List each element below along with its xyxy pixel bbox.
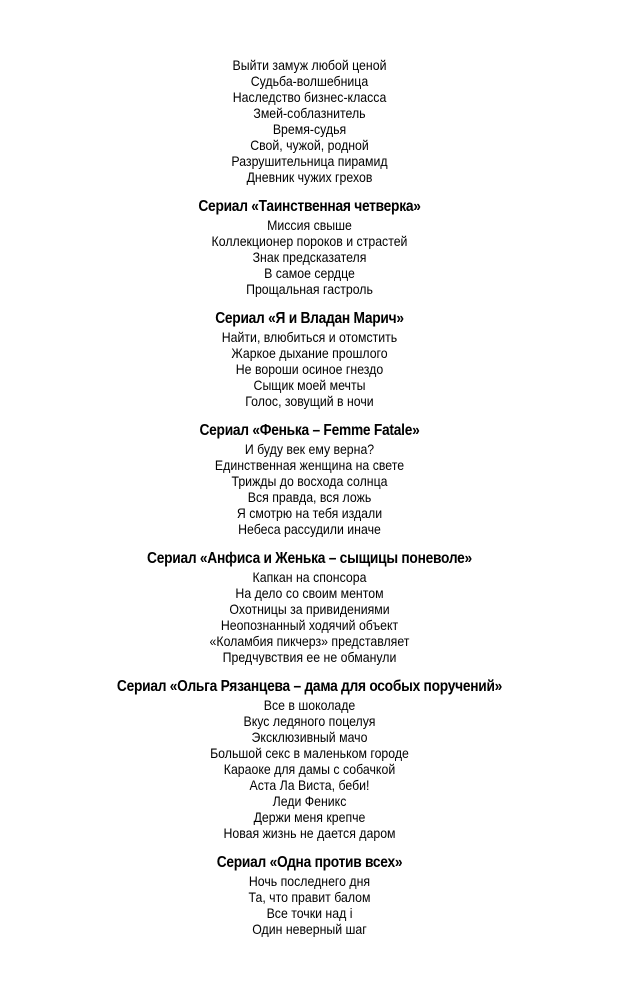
series-heading: Сериал «Фенька – Femme Fatale» bbox=[199, 422, 420, 439]
book-title-list bbox=[0, 329, 619, 409]
book-title-list bbox=[0, 697, 619, 841]
book-title: Эксклюзивный мачо bbox=[251, 729, 368, 745]
book-title: В самое сердце bbox=[264, 265, 355, 281]
book-title: Новая жизнь не дается даром bbox=[223, 825, 396, 841]
book-title: Держи меня крепче bbox=[253, 809, 366, 825]
book-title: Найти, влюбиться и отомстить bbox=[221, 329, 398, 345]
book-title-list bbox=[0, 217, 619, 297]
series-group bbox=[0, 677, 619, 841]
series-heading: Сериал «Я и Владан Марич» bbox=[215, 310, 404, 327]
book-title: Вкус ледяного поцелуя bbox=[243, 713, 376, 729]
series-group bbox=[0, 197, 619, 297]
book-title: И буду век ему верна? bbox=[244, 441, 375, 457]
book-title: Охотницы за привидениями bbox=[229, 601, 390, 617]
book-title: Та, что правит балом bbox=[248, 889, 371, 905]
book-title: Большой секс в маленьком городе bbox=[210, 745, 409, 761]
book-title: Предчувствия ее не обманули bbox=[222, 649, 397, 665]
book-title: Неопознанный ходячий объект bbox=[220, 617, 399, 633]
book-title: Время-судья bbox=[272, 121, 347, 137]
series-heading: Сериал «Ольга Рязанцева – дама для особых поручений» bbox=[116, 678, 503, 695]
series-group bbox=[0, 549, 619, 665]
book-title: Разрушительница пирамид bbox=[231, 153, 388, 169]
book-title: Выйти замуж любой ценой bbox=[232, 57, 387, 73]
book-title: Миссия свыше bbox=[267, 217, 352, 233]
book-title: Караоке для дамы с собачкой bbox=[223, 761, 396, 777]
book-title: Все в шоколаде bbox=[263, 697, 356, 713]
series-list bbox=[0, 57, 619, 937]
book-title: Один неверный шаг bbox=[252, 921, 367, 937]
series-heading: Сериал «Анфиса и Женька – сыщицы поневоле» bbox=[147, 550, 472, 567]
book-title: Коллекционер пороков и страстей bbox=[211, 233, 408, 249]
book-title-list bbox=[0, 569, 619, 665]
series-group bbox=[0, 57, 619, 185]
book-title: Жаркое дыхание прошлого bbox=[231, 345, 388, 361]
book-title-list bbox=[0, 441, 619, 537]
series-group bbox=[0, 421, 619, 537]
book-title: Единственная женщина на свете bbox=[214, 457, 405, 473]
book-title: Наследство бизнес-класса bbox=[232, 89, 387, 105]
book-title: Вся правда, вся ложь bbox=[247, 489, 372, 505]
series-group bbox=[0, 853, 619, 937]
book-title: Трижды до восхода солнца bbox=[231, 473, 388, 489]
book-title: Аста Ла Виста, беби! bbox=[249, 777, 370, 793]
book-title: Я смотрю на тебя издали bbox=[236, 505, 383, 521]
book-title: Не вороши осиное гнездо bbox=[235, 361, 384, 377]
book-title: Сыщик моей мечты bbox=[253, 377, 366, 393]
book-title: Свой, чужой, родной bbox=[250, 137, 369, 153]
book-title: Небеса рассудили иначе bbox=[238, 521, 381, 537]
book-title: На дело со своим ментом bbox=[235, 585, 384, 601]
book-title: Дневник чужих грехов bbox=[246, 169, 373, 185]
book-title-list bbox=[0, 873, 619, 937]
book-title: Капкан на спонсора bbox=[252, 569, 367, 585]
book-title-list bbox=[0, 57, 619, 185]
book-title: Знак предсказателя bbox=[252, 249, 367, 265]
book-title: Ночь последнего дня bbox=[248, 873, 371, 889]
book-title: Прощальная гастроль bbox=[246, 281, 373, 297]
book-title: Змей-соблазнитель bbox=[253, 105, 366, 121]
series-heading: Сериал «Одна против всех» bbox=[216, 854, 403, 871]
book-title: Леди Феникс bbox=[272, 793, 347, 809]
book-title: Все точки над i bbox=[266, 905, 353, 921]
series-heading: Сериал «Таинственная четверка» bbox=[198, 198, 421, 215]
book-title: Судьба-волшебница bbox=[250, 73, 369, 89]
book-title: Голос, зовущий в ночи bbox=[245, 393, 374, 409]
book-title: «Коламбия пикчерз» представляет bbox=[209, 633, 410, 649]
series-group bbox=[0, 309, 619, 409]
